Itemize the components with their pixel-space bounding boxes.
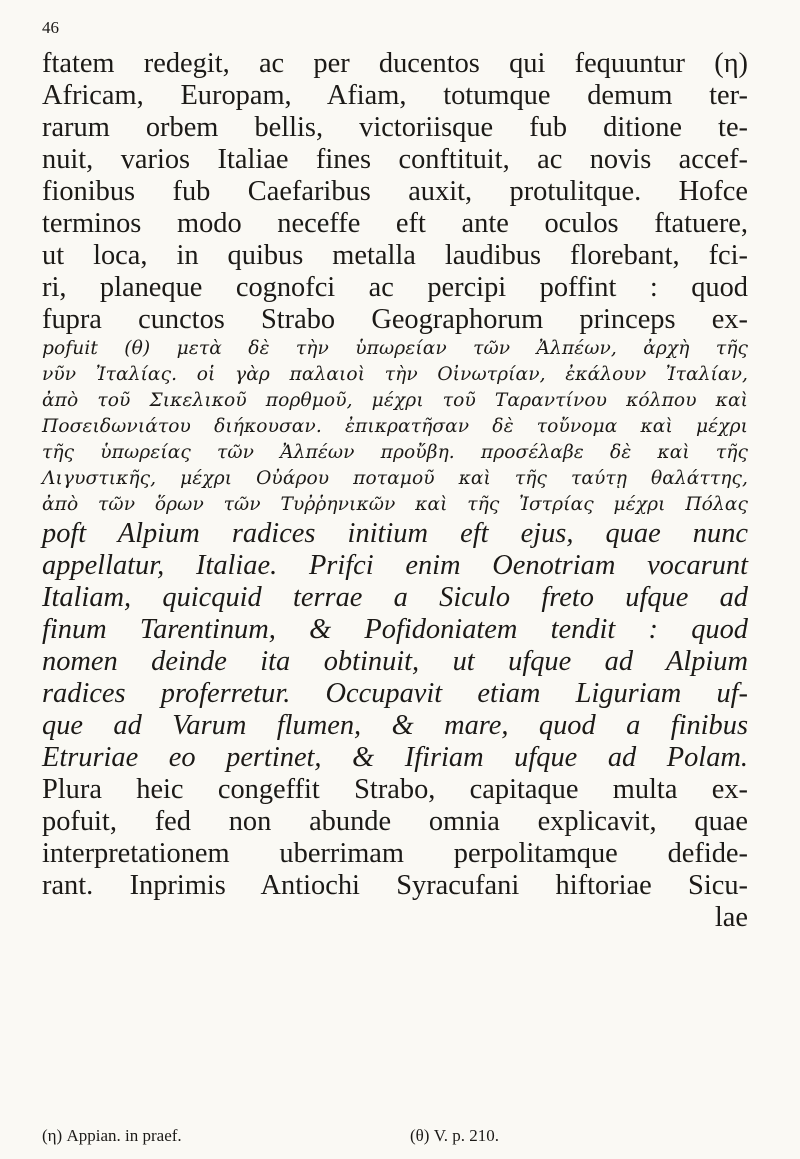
text-line: rant. Inprimis Antiochi Syracufani hiftoriae Sicu- (42, 870, 748, 901)
greek-quote-line: Ποσειδωνιάτου διήκουσαν. ἐπικρατῆσαν δὲ τοὔνομα καὶ μέχρι (42, 416, 748, 437)
text-line: nuit, varios Italiae fines conftituit, ac novis accef- (42, 144, 748, 175)
text-line: pofuit, fed non abunde omnia explicavit, quae (42, 806, 748, 837)
greek-quote-line: ἀπὸ τοῦ Σικελικοῦ πορθμοῦ, μέχρι τοῦ Ταραντίνου κόλπου καὶ (42, 390, 748, 411)
translation-line: Italiam, quicquid terrae a Siculo freto ufque ad (42, 582, 748, 613)
greek-quote-line: ἀπὸ τῶν ὅρων τῶν Τυῤῥηνικῶν καὶ τῆς Ἰστρίας μέχρι Πόλας (42, 494, 748, 515)
main-text-block (42, 48, 748, 934)
translation-line: radices proferretur. Occupavit etiam Liguriam uf- (42, 678, 748, 709)
greek-quote-line: τῆς ὑπωρείας τῶν Ἀλπέων προὔβη. προσέλαβε δὲ καὶ τῆς (42, 442, 748, 463)
text-line: fionibus fub Caefaribus auxit, protulitque. Hofce (42, 176, 748, 207)
translation-line: finum Tarentinum, & Pofidoniatem tendit : quod (42, 614, 748, 645)
text-line: Plura heic congeffit Strabo, capitaque multa ex- (42, 774, 748, 805)
text-line: ftatem redegit, ac per ducentos qui fequuntur (η) (42, 48, 748, 79)
footnote-theta: (θ) V. p. 210. (410, 1126, 500, 1145)
text-line: ut loca, in quibus metalla laudibus florebant, fci- (42, 240, 748, 271)
catchword: lae (714, 902, 748, 933)
text-line: rarum orbem bellis, victoriisque fub ditione te- (42, 112, 748, 143)
translation-line: appellatur, Italiae. Prifci enim Oenotriam vocarunt (42, 550, 748, 581)
translation-line: Etruriae eo pertinet, & Ifiriam ufque ad Polam. (42, 742, 748, 773)
page-number: 46 (42, 18, 59, 37)
footnote-eta: (η) Appian. in praef. (42, 1126, 182, 1145)
greek-quote-line: pofuit (θ) μετὰ δὲ τὴν ὑπωρείαν τῶν Ἀλπέων, ἀρχὴ τῆς (42, 338, 748, 359)
translation-line: que ad Varum flumen, & mare, quod a finibus (42, 710, 748, 741)
translation-line: poft Alpium radices initium eft ejus, quae nunc (42, 518, 748, 549)
text-line: fupra cunctos Strabo Geographorum princeps ex- (42, 304, 748, 335)
text-line: Africam, Europam, Afiam, totumque demum ter- (42, 80, 748, 111)
greek-quote-line: Λιγυστικῆς, μέχρι Οὐάρου ποταμοῦ καὶ τῆς ταύτῃ θαλάττης, (42, 468, 748, 489)
text-line: ri, planeque cognofci ac percipi poffint : quod (42, 272, 748, 303)
translation-line: nomen deinde ita obtinuit, ut ufque ad Alpium (42, 646, 748, 677)
text-line: terminos modo neceffe eft ante oculos ftatuere, (42, 208, 748, 239)
text-line: interpretationem uberrimam perpolitamque defide- (42, 838, 748, 869)
greek-quote-line: νῦν Ἰταλίας. οἱ γὰρ παλαιοὶ τὴν Οἰνωτρίαν, ἐκάλουν Ἰταλίαν, (42, 364, 748, 385)
